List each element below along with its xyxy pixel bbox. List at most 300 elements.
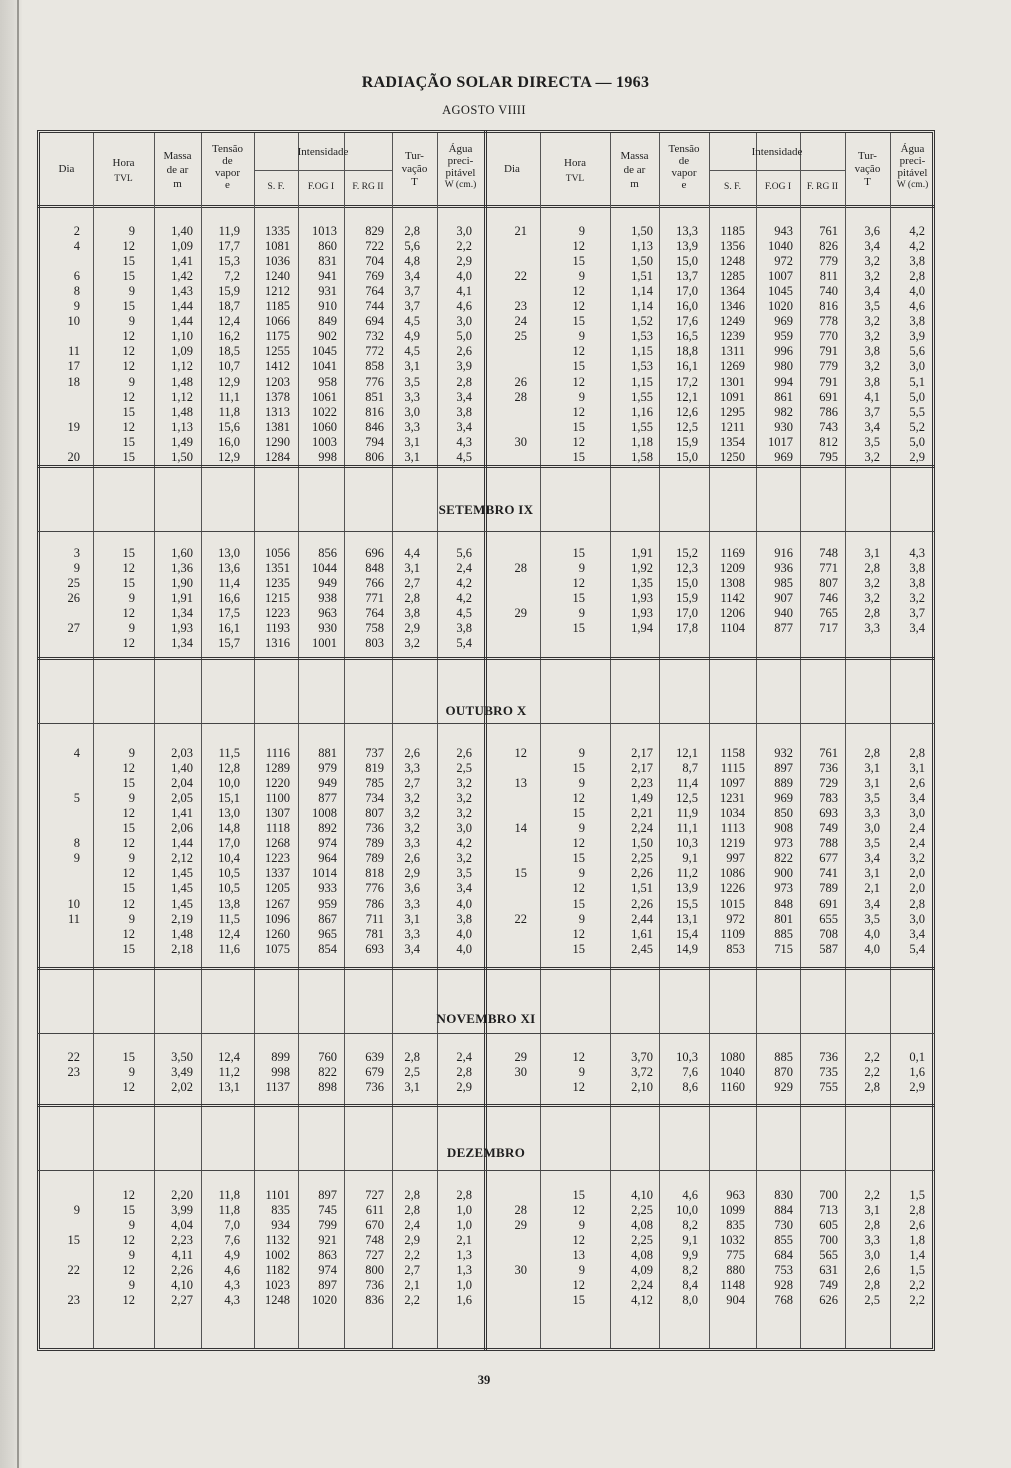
table-cell-massa: 4,08 bbox=[631, 1248, 653, 1263]
table-cell-sf: 880 bbox=[726, 1263, 745, 1278]
table-cell-sf: 1185 bbox=[265, 299, 290, 314]
table-cell-rg2: 764 bbox=[365, 284, 384, 299]
table-cell-sf: 1081 bbox=[265, 239, 290, 254]
table-cell-rg2: 743 bbox=[819, 419, 838, 434]
table-cell-og1: 949 bbox=[318, 776, 337, 791]
table-cell-turvacao: 2,7 bbox=[404, 576, 420, 591]
table-cell-sf: 1036 bbox=[265, 254, 290, 269]
header-agua-left: W (cm.) bbox=[444, 180, 477, 190]
table-cell-rg2: 748 bbox=[819, 546, 838, 560]
table-cell-dia: 15 bbox=[514, 866, 527, 881]
table-cell-hora: 12 bbox=[572, 284, 585, 299]
table-cell-turvacao: 3,1 bbox=[864, 776, 880, 791]
table-cell-tensao: 12,9 bbox=[218, 449, 240, 464]
table-cell-tensao: 11,1 bbox=[218, 389, 240, 404]
table-cell-hora: 9 bbox=[128, 1065, 135, 1080]
header-turvacao-right: vação bbox=[854, 163, 881, 175]
table-cell-rg2: 800 bbox=[365, 1263, 384, 1278]
table-cell-rg2: 693 bbox=[819, 806, 838, 821]
table-cell-massa: 1,58 bbox=[631, 449, 653, 464]
table-cell-rg2: 758 bbox=[365, 621, 384, 636]
table-cell-massa: 2,18 bbox=[171, 941, 193, 956]
table-cell-rg2: 679 bbox=[365, 1065, 384, 1080]
table-cell-og1: 715 bbox=[774, 941, 793, 956]
table-cell-og1: 1013 bbox=[312, 224, 337, 238]
header-agua-left: pitável bbox=[445, 167, 476, 179]
section-label: OUTUBRO X bbox=[445, 703, 527, 718]
table-cell-agua: 4,1 bbox=[456, 284, 472, 299]
table-cell-agua: 5,0 bbox=[909, 434, 925, 449]
table-cell-rg2: 765 bbox=[819, 606, 838, 621]
table-cell-rg2: 771 bbox=[819, 561, 838, 576]
table-cell-hora: 12 bbox=[572, 299, 585, 314]
table-cell-tensao: 8,2 bbox=[682, 1263, 698, 1278]
table-cell-rg2: 605 bbox=[819, 1218, 838, 1233]
section-label-agosto: AGOSTO VIIII bbox=[442, 103, 526, 117]
table-cell-agua: 2,8 bbox=[909, 746, 925, 760]
table-cell-turvacao: 3,8 bbox=[864, 344, 880, 359]
table-cell-og1: 969 bbox=[774, 449, 793, 464]
table-cell-dia: 13 bbox=[514, 776, 527, 791]
table-cell-turvacao: 3,8 bbox=[404, 606, 420, 621]
section-separator bbox=[37, 1104, 935, 1107]
table-cell-agua: 1,3 bbox=[456, 1263, 472, 1278]
table-cell-og1: 941 bbox=[318, 269, 337, 284]
table-cell-rg2: 722 bbox=[365, 239, 384, 254]
table-cell-rg2: 749 bbox=[819, 821, 838, 836]
table-cell-agua: 3,8 bbox=[456, 621, 472, 636]
table-cell-massa: 1,48 bbox=[171, 404, 193, 419]
table-cell-sf: 1203 bbox=[265, 374, 290, 389]
table-cell-hora: 9 bbox=[578, 269, 585, 284]
table-cell-rg2: 786 bbox=[365, 896, 384, 911]
table-cell-dia: 18 bbox=[67, 374, 80, 389]
table-cell-hora: 15 bbox=[572, 1188, 585, 1202]
table-cell-rg2: 806 bbox=[365, 449, 384, 464]
table-cell-agua: 5,2 bbox=[909, 419, 925, 434]
table-cell-hora: 9 bbox=[578, 606, 585, 621]
table-cell-sf: 963 bbox=[726, 1188, 745, 1202]
table-cell-massa: 2,20 bbox=[171, 1188, 193, 1202]
table-cell-og1: 940 bbox=[774, 606, 793, 621]
header-tensao-left: vapor bbox=[214, 167, 241, 179]
table-cell-hora: 12 bbox=[572, 836, 585, 851]
table-cell-rg2: 736 bbox=[819, 761, 838, 776]
header-tensao-left: de bbox=[222, 155, 233, 167]
table-cell-rg2: 708 bbox=[819, 926, 838, 941]
table-cell-turvacao: 3,8 bbox=[864, 374, 880, 389]
table-cell-dia: 11 bbox=[67, 344, 80, 359]
table-cell-hora: 15 bbox=[572, 1293, 585, 1308]
table-cell-sf: 1223 bbox=[265, 851, 290, 866]
table-cell-tensao: 8,2 bbox=[682, 1218, 698, 1233]
table-cell-hora: 12 bbox=[572, 404, 585, 419]
table-cell-agua: 3,4 bbox=[909, 926, 925, 941]
table-cell-sf: 835 bbox=[726, 1218, 745, 1233]
table-cell-massa: 1,61 bbox=[631, 926, 653, 941]
table-cell-rg2: 741 bbox=[819, 866, 838, 881]
header-turvacao-right: T bbox=[864, 176, 871, 188]
table-cell-rg2: 677 bbox=[819, 851, 838, 866]
table-cell-hora: 12 bbox=[122, 761, 135, 776]
table-cell-dia: 9 bbox=[73, 299, 80, 314]
table-cell-og1: 931 bbox=[318, 284, 337, 299]
table-cell-agua: 4,6 bbox=[456, 299, 472, 314]
table-cell-rg2: 694 bbox=[365, 314, 384, 329]
table-cell-agua: 5,0 bbox=[909, 389, 925, 404]
table-cell-tensao: 11,2 bbox=[218, 1065, 240, 1080]
table-cell-rg2: 626 bbox=[819, 1293, 838, 1308]
table-cell-og1: 973 bbox=[774, 836, 793, 851]
table-cell-tensao: 13,1 bbox=[218, 1080, 240, 1095]
table-cell-massa: 1,92 bbox=[631, 561, 653, 576]
table-cell-hora: 15 bbox=[122, 821, 135, 836]
table-cell-agua: 2,2 bbox=[909, 1293, 925, 1308]
table-cell-og1: 932 bbox=[774, 746, 793, 760]
table-cell-hora: 12 bbox=[572, 434, 585, 449]
table-cell-hora: 9 bbox=[128, 224, 135, 238]
table-cell-sf: 1356 bbox=[720, 239, 745, 254]
table-cell-agua: 4,6 bbox=[909, 299, 925, 314]
table-cell-rg2: 795 bbox=[819, 449, 838, 464]
table-cell-rg2: 770 bbox=[819, 329, 838, 344]
table-cell-og1: 854 bbox=[318, 941, 337, 956]
table-cell-tensao: 12,5 bbox=[676, 791, 698, 806]
table-cell-dia: 22 bbox=[514, 911, 527, 926]
table-cell-tensao: 11,1 bbox=[676, 821, 698, 836]
table-cell-hora: 12 bbox=[572, 926, 585, 941]
table-cell-dia: 30 bbox=[514, 434, 527, 449]
table-cell-rg2: 791 bbox=[819, 374, 838, 389]
table-cell-agua: 2,0 bbox=[909, 881, 925, 896]
table-cell-sf: 1381 bbox=[265, 419, 290, 434]
table-cell-og1: 867 bbox=[318, 911, 337, 926]
table-cell-tensao: 17,5 bbox=[218, 606, 240, 621]
table-cell-sf: 1101 bbox=[265, 1188, 290, 1202]
table-cell-sf: 1307 bbox=[265, 806, 290, 821]
table-cell-agua: 1,0 bbox=[456, 1218, 472, 1233]
table-cell-hora: 12 bbox=[122, 1233, 135, 1248]
table-cell-sf: 1284 bbox=[265, 449, 290, 464]
table-cell-tensao: 7,0 bbox=[224, 1218, 240, 1233]
table-cell-massa: 1,44 bbox=[171, 314, 193, 329]
table-cell-og1: 1017 bbox=[768, 434, 793, 449]
table-cell-sf: 1346 bbox=[720, 299, 745, 314]
table-cell-agua: 5,5 bbox=[909, 404, 925, 419]
table-cell-massa: 2,27 bbox=[171, 1293, 193, 1308]
table-cell-agua: 4,3 bbox=[909, 546, 925, 560]
table-cell-hora: 9 bbox=[578, 746, 585, 760]
table-cell-og1: 936 bbox=[774, 561, 793, 576]
table-cell-massa: 1,93 bbox=[631, 591, 653, 606]
table-cell-hora: 15 bbox=[122, 546, 135, 560]
table-cell-massa: 1,55 bbox=[631, 389, 653, 404]
table-cell-rg2: 772 bbox=[365, 344, 384, 359]
header-tensao-right: de bbox=[678, 155, 690, 167]
table-cell-og1: 985 bbox=[774, 576, 793, 591]
table-cell-turvacao: 3,7 bbox=[864, 404, 880, 419]
table-cell-turvacao: 3,1 bbox=[404, 561, 420, 576]
table-cell-turvacao: 3,3 bbox=[404, 389, 420, 404]
table-cell-og1: 884 bbox=[774, 1203, 793, 1218]
table-cell-agua: 3,2 bbox=[909, 591, 925, 606]
table-cell-agua: 5,4 bbox=[456, 636, 472, 651]
table-cell-rg2: 785 bbox=[365, 776, 384, 791]
header-massa-right: m bbox=[630, 178, 639, 190]
table-cell-agua: 5,6 bbox=[909, 344, 925, 359]
table-cell-agua: 3,8 bbox=[909, 561, 925, 576]
table-cell-agua: 2,8 bbox=[909, 269, 925, 284]
table-cell-massa: 1,91 bbox=[631, 546, 653, 560]
table-cell-sf: 1295 bbox=[720, 404, 745, 419]
table-cell-agua: 3,4 bbox=[456, 389, 472, 404]
table-cell-hora: 9 bbox=[128, 791, 135, 806]
table-cell-massa: 1,90 bbox=[171, 576, 193, 591]
table-cell-hora: 15 bbox=[122, 776, 135, 791]
table-cell-og1: 831 bbox=[318, 254, 337, 269]
table-cell-tensao: 15,1 bbox=[218, 791, 240, 806]
table-cell-agua: 1,0 bbox=[456, 1278, 472, 1293]
table-cell-og1: 897 bbox=[318, 1278, 337, 1293]
table-cell-og1: 877 bbox=[774, 621, 793, 636]
table-cell-tensao: 10,5 bbox=[218, 881, 240, 896]
table-cell-og1: 885 bbox=[774, 1050, 793, 1064]
table-cell-turvacao: 2,8 bbox=[864, 1278, 880, 1293]
table-cell-og1: 1001 bbox=[312, 636, 337, 651]
table-cell-tensao: 12,9 bbox=[218, 374, 240, 389]
table-cell-hora: 12 bbox=[122, 1263, 135, 1278]
table-cell-hora: 12 bbox=[122, 389, 135, 404]
table-cell-tensao: 13,9 bbox=[676, 881, 698, 896]
table-cell-og1: 892 bbox=[318, 821, 337, 836]
table-cell-og1: 861 bbox=[774, 389, 793, 404]
table-cell-turvacao: 3,0 bbox=[404, 404, 420, 419]
table-cell-turvacao: 2,5 bbox=[404, 1065, 420, 1080]
table-cell-massa: 1,60 bbox=[171, 546, 193, 560]
table-cell-og1: 1022 bbox=[312, 404, 337, 419]
table-cell-tensao: 11,8 bbox=[218, 404, 240, 419]
table-cell-hora: 15 bbox=[572, 449, 585, 464]
table-cell-rg2: 776 bbox=[365, 374, 384, 389]
table-cell-sf: 1142 bbox=[720, 591, 745, 606]
table-cell-sf: 1023 bbox=[265, 1278, 290, 1293]
table-cell-agua: 5,0 bbox=[456, 329, 472, 344]
table-cell-agua: 3,8 bbox=[456, 404, 472, 419]
table-cell-agua: 2,0 bbox=[909, 866, 925, 881]
table-cell-hora: 15 bbox=[122, 1050, 135, 1064]
table-cell-massa: 2,24 bbox=[631, 821, 653, 836]
table-cell-massa: 3,70 bbox=[631, 1050, 653, 1064]
table-cell-hora: 9 bbox=[128, 1248, 135, 1263]
table-cell-agua: 3,4 bbox=[456, 419, 472, 434]
table-cell-hora: 15 bbox=[572, 254, 585, 269]
table-cell-massa: 1,09 bbox=[171, 344, 193, 359]
table-cell-massa: 1,44 bbox=[171, 299, 193, 314]
table-cell-hora: 9 bbox=[128, 851, 135, 866]
header-massa-right: de ar bbox=[623, 164, 646, 176]
table-cell-tensao: 15,2 bbox=[676, 546, 698, 560]
table-cell-massa: 1,15 bbox=[631, 344, 653, 359]
table-cell-sf: 1075 bbox=[265, 941, 290, 956]
table-cell-agua: 4,0 bbox=[456, 896, 472, 911]
table-cell-turvacao: 3,6 bbox=[404, 881, 420, 896]
table-cell-og1: 870 bbox=[774, 1065, 793, 1080]
table-cell-dia: 28 bbox=[514, 389, 527, 404]
table-cell-rg2: 736 bbox=[819, 1050, 838, 1064]
table-cell-tensao: 12,1 bbox=[676, 746, 698, 760]
table-cell-massa: 1,34 bbox=[171, 636, 193, 651]
table-cell-hora: 12 bbox=[122, 1080, 135, 1095]
table-cell-agua: 3,0 bbox=[456, 821, 472, 836]
table-cell-hora: 12 bbox=[122, 561, 135, 576]
table-cell-turvacao: 3,3 bbox=[864, 621, 880, 636]
table-cell-tensao: 4,6 bbox=[224, 1263, 240, 1278]
table-cell-dia: 24 bbox=[514, 314, 527, 329]
table-cell-sf: 1137 bbox=[265, 1080, 290, 1095]
section-separator bbox=[37, 465, 935, 468]
table-cell-sf: 1185 bbox=[720, 224, 745, 238]
table-cell-massa: 1,41 bbox=[171, 806, 193, 821]
table-cell-agua: 1,5 bbox=[909, 1263, 925, 1278]
table-cell-tensao: 11,9 bbox=[676, 806, 698, 821]
table-cell-og1: 1020 bbox=[312, 1293, 337, 1308]
table-cell-og1: 1020 bbox=[768, 299, 793, 314]
table-cell-rg2: 761 bbox=[819, 746, 838, 760]
table-cell-sf: 1040 bbox=[720, 1065, 745, 1080]
table-cell-tensao: 8,7 bbox=[682, 761, 698, 776]
table-cell-agua: 2,8 bbox=[456, 374, 472, 389]
header-turvacao-left: T bbox=[411, 176, 418, 188]
page-number: 39 bbox=[477, 1373, 491, 1387]
table-cell-dia: 26 bbox=[514, 374, 527, 389]
header-agua-right: W (cm.) bbox=[896, 180, 929, 190]
table-cell-rg2: 755 bbox=[819, 1080, 838, 1095]
table-cell-og1: 964 bbox=[318, 851, 337, 866]
table-cell-rg2: 781 bbox=[365, 926, 384, 941]
table-cell-agua: 2,1 bbox=[456, 1233, 472, 1248]
section-label-rule bbox=[37, 723, 935, 724]
table-cell-sf: 998 bbox=[271, 1065, 290, 1080]
table-cell-sf: 1080 bbox=[720, 1050, 745, 1064]
table-cell-massa: 1,45 bbox=[171, 866, 193, 881]
table-cell-hora: 9 bbox=[578, 776, 585, 791]
table-cell-massa: 2,23 bbox=[171, 1233, 193, 1248]
table-cell-hora: 12 bbox=[122, 836, 135, 851]
table-cell-turvacao: 4,4 bbox=[404, 546, 420, 560]
table-cell-hora: 15 bbox=[572, 896, 585, 911]
table-cell-massa: 1,50 bbox=[171, 449, 193, 464]
table-cell-sf: 1211 bbox=[720, 419, 745, 434]
table-cell-sf: 1205 bbox=[265, 881, 290, 896]
intensity-subrule bbox=[254, 170, 392, 171]
header-rg2-right: F. RG II bbox=[806, 182, 839, 192]
header-hora-right: TVL bbox=[565, 174, 585, 184]
table-cell-turvacao: 3,1 bbox=[864, 546, 880, 560]
table-cell-sf: 1175 bbox=[265, 329, 290, 344]
header-turvacao-right: Tur- bbox=[858, 150, 877, 162]
table-cell-hora: 9 bbox=[128, 284, 135, 299]
table-cell-massa: 2,19 bbox=[171, 911, 193, 926]
table-cell-sf: 1255 bbox=[265, 344, 290, 359]
table-cell-hora: 12 bbox=[122, 1293, 135, 1308]
table-cell-rg2: 744 bbox=[365, 299, 384, 314]
table-cell-og1: 889 bbox=[774, 776, 793, 791]
table-cell-sf: 1099 bbox=[720, 1203, 745, 1218]
table-cell-hora: 9 bbox=[128, 1218, 135, 1233]
table-cell-turvacao: 2,6 bbox=[404, 746, 420, 760]
table-cell-hora: 12 bbox=[572, 344, 585, 359]
table-cell-agua: 4,0 bbox=[456, 269, 472, 284]
table-cell-massa: 1,13 bbox=[631, 239, 653, 254]
table-cell-rg2: 717 bbox=[819, 621, 838, 636]
table-cell-sf: 1240 bbox=[265, 269, 290, 284]
table-cell-turvacao: 2,8 bbox=[864, 1218, 880, 1233]
table-cell-rg2: 727 bbox=[365, 1248, 384, 1263]
table-cell-rg2: 761 bbox=[819, 224, 838, 238]
table-cell-og1: 921 bbox=[318, 1233, 337, 1248]
table-cell-og1: 969 bbox=[774, 791, 793, 806]
table-cell-agua: 3,8 bbox=[909, 314, 925, 329]
table-cell-sf: 1308 bbox=[720, 576, 745, 591]
table-cell-hora: 12 bbox=[572, 791, 585, 806]
table-cell-og1: 916 bbox=[774, 546, 793, 560]
table-cell-turvacao: 3,3 bbox=[404, 836, 420, 851]
table-cell-dia: 15 bbox=[67, 1233, 80, 1248]
table-cell-tensao: 17,2 bbox=[676, 374, 698, 389]
table-cell-og1: 863 bbox=[318, 1248, 337, 1263]
table-cell-massa: 1,94 bbox=[631, 621, 653, 636]
table-cell-og1: 850 bbox=[774, 806, 793, 821]
table-cell-agua: 2,8 bbox=[909, 1203, 925, 1218]
table-cell-turvacao: 3,3 bbox=[864, 806, 880, 821]
table-cell-tensao: 16,1 bbox=[218, 621, 240, 636]
table-cell-massa: 1,10 bbox=[171, 329, 193, 344]
table-cell-og1: 1045 bbox=[312, 344, 337, 359]
table-cell-sf: 1056 bbox=[265, 546, 290, 560]
table-cell-agua: 2,4 bbox=[909, 821, 925, 836]
table-cell-rg2: 807 bbox=[819, 576, 838, 591]
table-cell-rg2: 749 bbox=[819, 1278, 838, 1293]
table-cell-og1: 799 bbox=[318, 1218, 337, 1233]
table-cell-sf: 1311 bbox=[720, 344, 745, 359]
table-cell-dia: 11 bbox=[67, 911, 80, 926]
table-cell-massa: 2,25 bbox=[631, 1203, 653, 1218]
table-cell-tensao: 15,5 bbox=[676, 896, 698, 911]
table-cell-sf: 1015 bbox=[720, 896, 745, 911]
table-cell-og1: 822 bbox=[318, 1065, 337, 1080]
table-cell-dia: 4 bbox=[73, 239, 80, 254]
table-cell-dia: 6 bbox=[73, 269, 80, 284]
table-cell-hora: 12 bbox=[122, 359, 135, 374]
table-cell-turvacao: 3,2 bbox=[404, 806, 420, 821]
table-cell-sf: 1248 bbox=[720, 254, 745, 269]
table-cell-tensao: 10,0 bbox=[676, 1203, 698, 1218]
table-cell-og1: 898 bbox=[318, 1080, 337, 1095]
table-cell-tensao: 9,1 bbox=[682, 851, 698, 866]
table-cell-turvacao: 3,1 bbox=[864, 866, 880, 881]
table-cell-turvacao: 2,8 bbox=[864, 746, 880, 760]
table-cell-tensao: 10,0 bbox=[218, 776, 240, 791]
table-cell-rg2: 848 bbox=[365, 561, 384, 576]
table-cell-sf: 1219 bbox=[720, 836, 745, 851]
table-cell-turvacao: 3,4 bbox=[864, 284, 880, 299]
table-cell-turvacao: 3,4 bbox=[864, 851, 880, 866]
table-cell-dia: 2 bbox=[73, 224, 80, 238]
table-cell-turvacao: 3,3 bbox=[404, 761, 420, 776]
table-cell-massa: 2,44 bbox=[631, 911, 653, 926]
table-cell-sf: 1235 bbox=[265, 576, 290, 591]
table-cell-rg2: 736 bbox=[365, 821, 384, 836]
